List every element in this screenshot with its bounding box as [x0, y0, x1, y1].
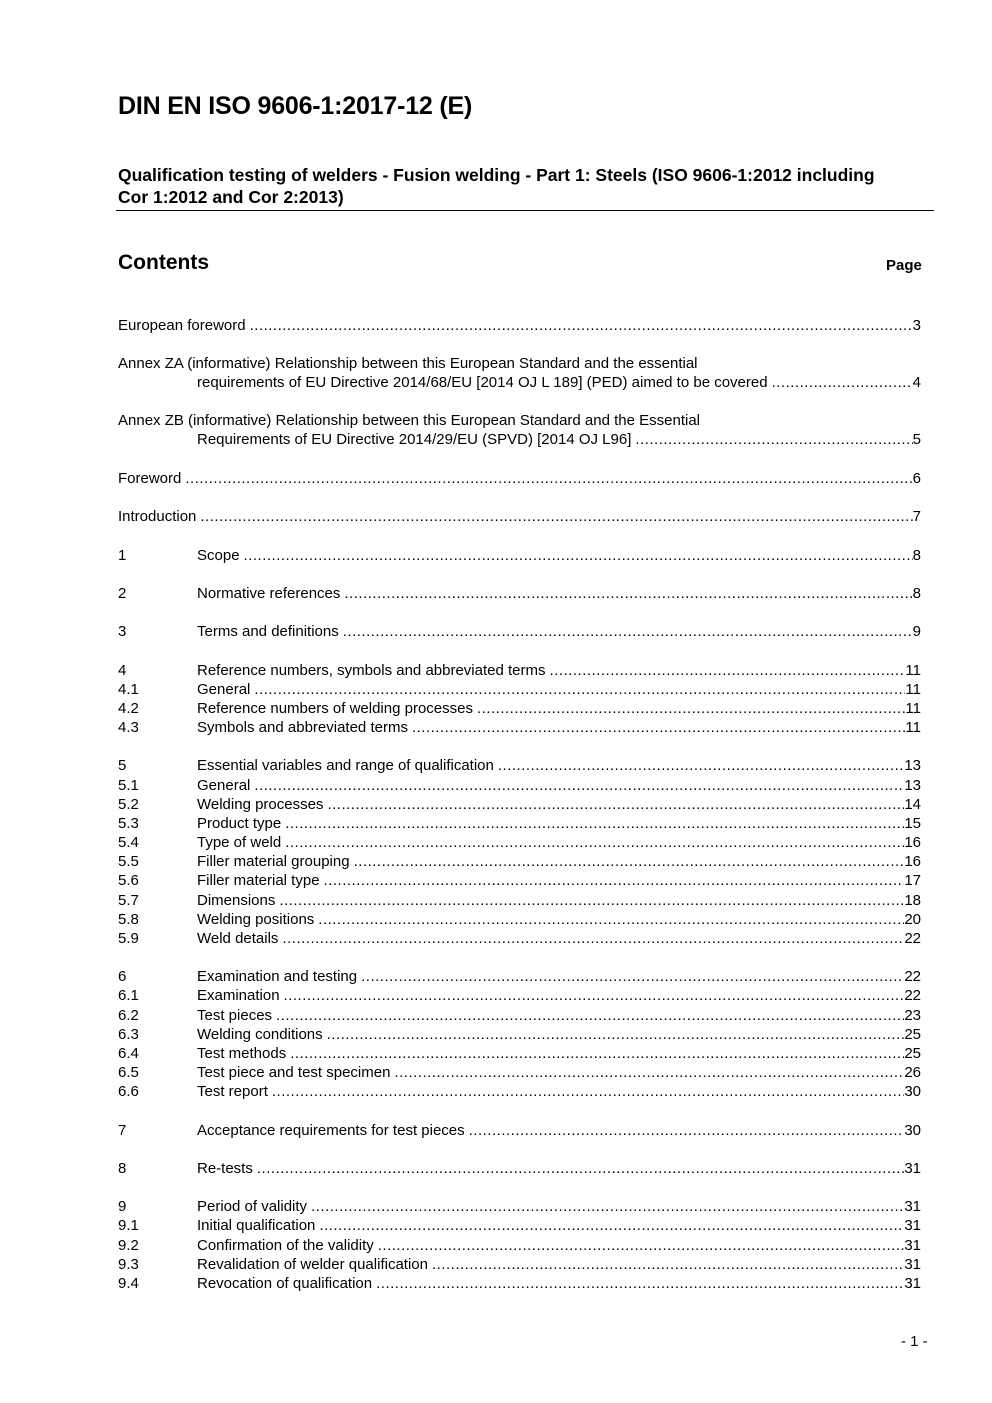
dot-leader	[285, 814, 904, 833]
toc-section-number: 6.1	[118, 987, 139, 1004]
toc-section-entry[interactable]	[118, 967, 921, 986]
toc-section-number: 9.1	[118, 1217, 139, 1234]
footer-page-number: - 1 -	[901, 1333, 928, 1350]
toc-entry-page: 7	[912, 508, 921, 525]
toc-entry-title: Essential variables and range of qualification	[197, 757, 494, 774]
dot-leader	[550, 661, 906, 680]
toc-entry-title: Period of validity	[197, 1198, 308, 1215]
toc-entry-page: 4	[912, 374, 921, 391]
toc-section-number: 5.1	[118, 777, 139, 794]
toc-entry-page: 31	[904, 1237, 921, 1254]
dot-leader	[185, 469, 912, 488]
toc-entry-page: 11	[905, 681, 921, 698]
toc-entry-page: 6	[912, 470, 921, 487]
toc-section-number: 5.6	[118, 872, 139, 889]
toc-entry-title: Examination	[197, 987, 280, 1004]
dot-leader	[361, 967, 904, 986]
toc-section-entry[interactable]	[118, 1236, 921, 1255]
toc-entry-title: Reference numbers of welding processes	[197, 700, 473, 717]
page-column-heading: Page	[886, 257, 922, 274]
toc-section-entry[interactable]	[118, 871, 921, 890]
dot-leader	[772, 373, 913, 392]
dot-leader	[254, 680, 905, 699]
toc-section-number: 5	[118, 757, 127, 774]
toc-entry-page: 23	[904, 1007, 921, 1024]
toc-section-number: 4.1	[118, 681, 139, 698]
toc-section-number: 9	[118, 1198, 127, 1215]
dot-leader	[477, 699, 905, 718]
toc-entry-page: 26	[904, 1064, 921, 1081]
toc-entry-title: Filler material type	[197, 872, 320, 889]
toc-entry-page: 31	[904, 1160, 921, 1177]
toc-section-number: 2	[118, 585, 127, 602]
dot-leader	[244, 546, 913, 565]
toc-entry-title: Requirements of EU Directive 2014/29/EU (SPVD) [2014 OJ L96]	[197, 431, 632, 448]
toc-section-number: 6	[118, 968, 127, 985]
toc-section-entry[interactable]	[118, 756, 921, 775]
dot-leader	[432, 1255, 904, 1274]
dot-leader	[498, 756, 904, 775]
toc-section-number: 3	[118, 623, 127, 640]
toc-entry-title: Test methods	[197, 1045, 287, 1062]
toc-entry-page: 20	[904, 911, 921, 928]
dot-leader	[343, 622, 913, 641]
dot-leader	[282, 929, 904, 948]
toc-section-entry[interactable]	[118, 584, 921, 603]
toc-entry-title: Test piece and test specimen	[197, 1064, 391, 1081]
toc-entry-title: Revalidation of welder qualification	[197, 1256, 428, 1273]
toc-section-entry[interactable]	[118, 814, 921, 833]
toc-section-entry[interactable]	[118, 1044, 921, 1063]
dot-leader	[394, 1063, 904, 1082]
dot-leader	[469, 1121, 905, 1140]
dot-leader	[311, 1197, 904, 1216]
toc-entry-title: Terms and definitions	[197, 623, 339, 640]
toc-section-number: 7	[118, 1122, 127, 1139]
toc-section-entry[interactable]	[118, 622, 921, 641]
toc-entry-page: 17	[904, 872, 921, 889]
toc-section-entry[interactable]	[118, 1025, 921, 1044]
toc-entry-title: requirements of EU Directive 2014/68/EU [2014 OJ L 189] (PED) aimed to be covered	[197, 374, 768, 391]
toc-entry-title: Product type	[197, 815, 282, 832]
toc-entry-introduction[interactable]	[118, 507, 921, 526]
toc-section-number: 5.7	[118, 892, 139, 909]
dot-leader	[284, 986, 905, 1005]
toc-section-number: 4.3	[118, 719, 139, 736]
dot-leader	[635, 430, 912, 449]
toc-section-entry[interactable]	[118, 910, 921, 929]
toc-entry-page: 31	[904, 1198, 921, 1215]
toc-entry-title: Revocation of qualification	[197, 1275, 373, 1292]
toc-entry-title: Welding conditions	[197, 1026, 323, 1043]
toc-entry-title: Introduction	[118, 508, 197, 525]
toc-entry-title: Acceptance requirements for test pieces	[197, 1122, 465, 1139]
toc-entry-title: Reference numbers, symbols and abbreviated terms	[197, 662, 546, 679]
toc-entry-page: 14	[904, 796, 921, 813]
toc-section-entry[interactable]	[118, 852, 921, 871]
toc-section-number: 9.4	[118, 1275, 139, 1292]
toc-entry-page: 30	[904, 1122, 921, 1139]
toc-section-entry[interactable]	[118, 1216, 921, 1235]
toc-section-number: 9.2	[118, 1237, 139, 1254]
toc-section-number: 8	[118, 1160, 127, 1177]
toc-entry-page: 16	[904, 834, 921, 851]
document-subtitle: Qualification testing of welders - Fusion welding - Part 1: Steels (ISO 9606-1:2012 including Cor 1:2012 and Cor 2:2013)	[118, 165, 875, 207]
title-rule	[116, 210, 934, 211]
dot-leader	[254, 776, 904, 795]
toc-section-number: 9.3	[118, 1256, 139, 1273]
dot-leader	[319, 1216, 904, 1235]
dot-leader	[376, 1274, 904, 1293]
toc-section-number: 6.2	[118, 1007, 139, 1024]
toc-section-number: 6.5	[118, 1064, 139, 1081]
toc-section-entry[interactable]	[118, 1006, 921, 1025]
toc-section-entry[interactable]	[118, 1159, 921, 1178]
toc-entry-page: 8	[912, 585, 921, 602]
document-title: DIN EN ISO 9606-1:2017-12 (E)	[118, 92, 473, 120]
dot-leader	[250, 316, 913, 335]
toc-section-entry[interactable]	[118, 891, 921, 910]
toc-entry-page: 31	[904, 1275, 921, 1292]
toc-entry-page: 8	[912, 547, 921, 564]
dot-leader	[257, 1159, 904, 1178]
toc-entry-page: 31	[904, 1256, 921, 1273]
toc-section-entry[interactable]	[118, 795, 921, 814]
dot-leader	[378, 1236, 905, 1255]
toc-entry-page: 22	[904, 987, 921, 1004]
toc-entry-lead: Annex ZA (informative) Relationship between this European Standard and the essential	[118, 355, 698, 372]
toc-entry-lead: Annex ZB (informative) Relationship between this European Standard and the Essential	[118, 412, 701, 429]
toc-section-number: 1	[118, 547, 127, 564]
toc-entry-page: 22	[904, 930, 921, 947]
toc-entry-title: Normative references	[197, 585, 341, 602]
toc-section-number: 4	[118, 662, 127, 679]
toc-section-entry[interactable]	[118, 718, 921, 737]
toc-section-number: 6.3	[118, 1026, 139, 1043]
toc-section-entry[interactable]	[118, 1063, 921, 1082]
toc-entry-title: Dimensions	[197, 892, 276, 909]
toc-entry-title: Welding positions	[197, 911, 315, 928]
toc-entry-page: 13	[904, 757, 921, 774]
toc-section-entry[interactable]	[118, 986, 921, 1005]
toc-entry-page: 25	[904, 1026, 921, 1043]
toc-section-entry[interactable]	[118, 1121, 921, 1140]
toc-section-entry[interactable]	[118, 661, 921, 680]
toc-entry-annex-zb[interactable]	[118, 411, 921, 449]
toc-entry-page: 11	[905, 700, 921, 717]
toc-section-entry[interactable]	[118, 929, 921, 948]
dot-leader	[354, 852, 905, 871]
toc-section-number: 5.2	[118, 796, 139, 813]
toc-entry-page: 11	[905, 662, 921, 679]
toc-entry-page: 5	[912, 431, 921, 448]
toc-entry-page: 22	[904, 968, 921, 985]
toc-entry-title: Scope	[197, 547, 240, 564]
toc-entry-title: Initial qualification	[197, 1217, 316, 1234]
toc-section-number: 5.5	[118, 853, 139, 870]
contents-heading: Contents	[118, 251, 209, 274]
toc-entry-page: 15	[904, 815, 921, 832]
toc-entry-title: Test report	[197, 1083, 268, 1100]
toc-section-entry[interactable]	[118, 699, 921, 718]
toc-entry-title: Re-tests	[197, 1160, 253, 1177]
toc-entry-title: General	[197, 681, 251, 698]
toc-entry-title: General	[197, 777, 251, 794]
toc-section-number: 6.4	[118, 1045, 139, 1062]
toc-entry-page: 31	[904, 1217, 921, 1234]
toc-section-entry[interactable]	[118, 680, 921, 699]
toc-entry-page: 18	[904, 892, 921, 909]
toc-entry-page: 9	[912, 623, 921, 640]
dot-leader	[327, 795, 904, 814]
toc-entry-european-foreword[interactable]	[118, 316, 921, 335]
toc-entry-annex-za[interactable]	[118, 354, 921, 392]
toc-section-number: 5.3	[118, 815, 139, 832]
toc-section-entry[interactable]	[118, 1197, 921, 1216]
toc-entry-page: 13	[904, 777, 921, 794]
toc-section-number: 6.6	[118, 1083, 139, 1100]
toc-entry-page: 16	[904, 853, 921, 870]
toc-entry-page: 30	[904, 1083, 921, 1100]
toc-entry-title: Welding processes	[197, 796, 324, 813]
toc-section-number: 5.4	[118, 834, 139, 851]
toc-section-entry[interactable]	[118, 546, 921, 565]
toc-entry-title: Type of weld	[197, 834, 282, 851]
toc-entry-page: 25	[904, 1045, 921, 1062]
toc-entry-title: Weld details	[197, 930, 279, 947]
toc-section-entry[interactable]	[118, 776, 921, 795]
dot-leader	[327, 1025, 905, 1044]
dot-leader	[412, 718, 905, 737]
toc-entry-foreword[interactable]	[118, 469, 921, 488]
dot-leader	[290, 1044, 904, 1063]
dot-leader	[276, 1006, 904, 1025]
toc-entry-page: 11	[905, 719, 921, 736]
toc-entry-title: Foreword	[118, 470, 182, 487]
dot-leader	[272, 1082, 904, 1101]
dot-leader	[200, 507, 912, 526]
toc-section-entry[interactable]	[118, 833, 921, 852]
toc-entry-page: 3	[912, 317, 921, 334]
toc-entry-title: Filler material grouping	[197, 853, 350, 870]
toc-section-number: 5.9	[118, 930, 139, 947]
dot-leader	[285, 833, 904, 852]
toc-entry-title: Symbols and abbreviated terms	[197, 719, 408, 736]
toc-section-entry[interactable]	[118, 1274, 921, 1293]
dot-leader	[279, 891, 904, 910]
toc-entry-title: Test pieces	[197, 1007, 273, 1024]
toc-section-number: 4.2	[118, 700, 139, 717]
dot-leader	[324, 871, 905, 890]
dot-leader	[344, 584, 912, 603]
toc-entry-title: European foreword	[118, 317, 246, 334]
toc-entry-title: Confirmation of the validity	[197, 1237, 374, 1254]
toc-section-entry[interactable]	[118, 1082, 921, 1101]
dot-leader	[318, 910, 904, 929]
toc-entry-title: Examination and testing	[197, 968, 358, 985]
toc-section-number: 5.8	[118, 911, 139, 928]
toc-section-entry[interactable]	[118, 1255, 921, 1274]
